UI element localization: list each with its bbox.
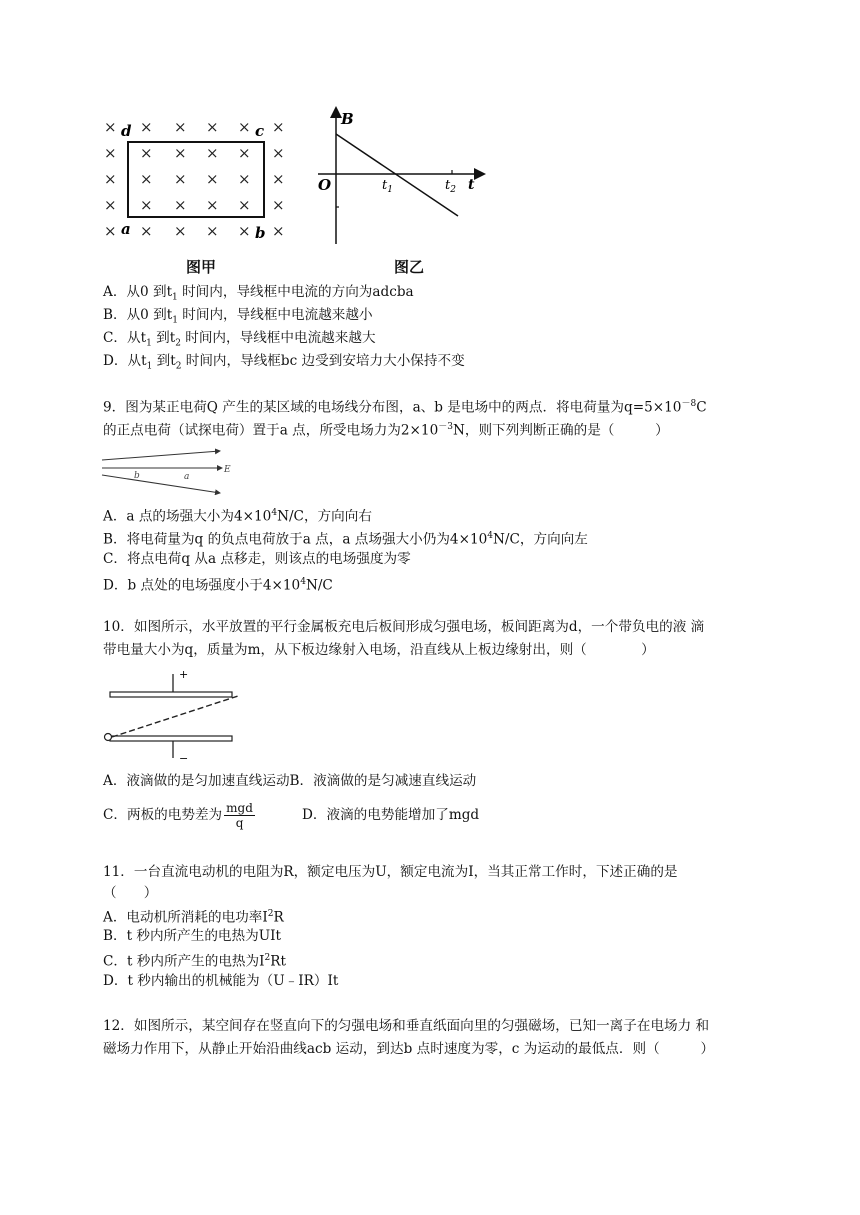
point-a-label: a <box>184 472 190 482</box>
q11-option-d: D．t 秒内输出的机械能为（U﹣IR）It <box>103 973 339 989</box>
field-cross: × <box>174 222 187 240</box>
figure-jia <box>95 112 295 252</box>
caption-yi: 图乙 <box>394 258 425 276</box>
q9-option-b: B．将电荷量为q 的负点电荷放于a 点，a 点场强大小仍为$4\times 10^4N/C$，方向向左 <box>103 531 588 548</box>
field-cross: × <box>206 144 219 162</box>
caption-jia: 图甲 <box>186 258 217 276</box>
q12-stem-line1: 12．如图所示，某空间存在竖直向下的匀强电场和垂直纸面向里的匀强磁场，已知一离子在电场力 和 <box>103 1018 710 1034</box>
label-a: a <box>121 220 131 238</box>
q8-option-c: C．从$t_1$ 到$t_2$ 时间内，导线框中电流越来越大 <box>103 330 376 349</box>
figure-yi <box>312 104 487 249</box>
q11-option-c: C．t 秒内所产生的电热为$I^2Rt$ <box>103 953 286 970</box>
field-cross: × <box>104 170 117 188</box>
field-cross: × <box>174 196 187 214</box>
field-cross: × <box>104 144 117 162</box>
label-B: B <box>341 110 354 128</box>
field-cross: × <box>104 118 117 136</box>
field-cross: × <box>104 196 117 214</box>
field-cross: × <box>272 222 285 240</box>
field-e-label: E <box>224 465 231 475</box>
fraction-mgd-over-q: $\frac{\text{mgd}}{q}$ <box>226 801 253 830</box>
field-cross: × <box>238 118 251 136</box>
field-cross: × <box>206 196 219 214</box>
field-cross: × <box>174 144 187 162</box>
droplet-path <box>112 696 238 737</box>
q9-option-c: C．将点电荷q 从a 点移走，则该点的电场强度为零 <box>103 551 411 567</box>
q10-option-c: C．两板的电势差为 $\frac{\text{mgd}}{q}$ <box>103 801 253 830</box>
q11-option-a: A．电动机所消耗的电功率$I^2R$ <box>103 909 284 926</box>
field-cross: × <box>174 170 187 188</box>
field-cross: × <box>238 144 251 162</box>
q10-option-d: D．液滴的电势能增加了mgd <box>302 807 480 823</box>
field-cross: × <box>104 222 117 240</box>
field-cross: × <box>206 170 219 188</box>
field-cross: × <box>238 222 251 240</box>
field-cross: × <box>174 118 187 136</box>
q10-stem-line1: 10．如图所示，水平放置的平行金属板充电后板间形成匀强电场，板间距离为d，一个带负电的液 滴 <box>103 619 705 635</box>
label-O: O <box>318 176 332 194</box>
label-b: b <box>255 224 266 242</box>
label-d: d <box>121 122 132 140</box>
field-cross: × <box>140 118 153 136</box>
minus-sign: − <box>179 752 189 765</box>
field-cross: × <box>238 196 251 214</box>
label-t: t <box>468 177 475 193</box>
field-cross: × <box>140 170 153 188</box>
field-cross: × <box>272 118 285 136</box>
field-cross: × <box>140 144 153 162</box>
q11-stem-line1: 11．一台直流电动机的电阻为R，额定电压为U，额定电流为I，当其正常工作时，下述正确的是 <box>103 864 678 880</box>
q11-option-b: B．t 秒内所产生的电热为UIt <box>103 928 281 944</box>
field-cross: × <box>272 196 285 214</box>
q9-option-d: D．b 点处的电场强度小于$4\times 10^4N/C$ <box>103 577 333 594</box>
q11-stem-line2: （ ） <box>103 885 158 901</box>
q9-stem-line1: 9．图为某正电荷Q 产生的某区域的电场线分布图，a、b 是电场中的两点．将电荷量为$q=5\times 10^{-8}C$ <box>103 399 707 416</box>
q9-stem-line2: 的正点电荷（试探电荷）置于a 点，所受电场力为$2\times 10^{-3}N$，则下列判断正确的是（ ） <box>103 422 669 439</box>
field-cross: × <box>140 196 153 214</box>
upper-plate <box>110 692 232 697</box>
q9-option-a: A．a 点的场强大小为$4\times 10^4N/C$，方向向右 <box>103 508 372 525</box>
field-cross: × <box>140 222 153 240</box>
droplet <box>105 734 112 741</box>
q9-field-diagram <box>100 447 240 499</box>
q10-option-a: A．液滴做的是匀加速直线运动B．液滴做的是匀减速直线运动 <box>103 773 477 789</box>
q8-option-d: D．从$t_1$ 到$t_2$ 时间内，导线框bc 边受到安培力大小保持不变 <box>103 353 465 372</box>
label-c: c <box>255 122 265 140</box>
plus-sign: + <box>179 668 189 681</box>
label-t2: $t_2$ <box>445 178 456 195</box>
field-cross: × <box>206 118 219 136</box>
b-t-line <box>336 134 458 216</box>
q10-stem-line2: 带电量大小为q，质量为m，从下板边缘射入电场，沿直线从上板边缘射出，则（ ） <box>103 642 655 658</box>
field-cross: × <box>272 170 285 188</box>
lower-plate <box>110 736 232 741</box>
field-cross: × <box>272 144 285 162</box>
q8-option-b: B．从0 到$t_1$ 时间内，导线框中电流越来越小 <box>103 307 373 326</box>
point-b-label: b <box>134 471 140 481</box>
field-cross: × <box>206 222 219 240</box>
label-t1: $t_1$ <box>382 178 393 195</box>
field-cross: × <box>238 170 251 188</box>
q8-option-a: A．从0 到$t_1$ 时间内，导线框中电流的方向为adcba <box>103 284 414 303</box>
q12-stem-line2: 磁场力作用下，从静止开始沿曲线acb 运动，到达b 点时速度为零，c 为运动的最低点．则（ ） <box>103 1041 715 1057</box>
q10-capacitor-diagram <box>100 666 245 766</box>
